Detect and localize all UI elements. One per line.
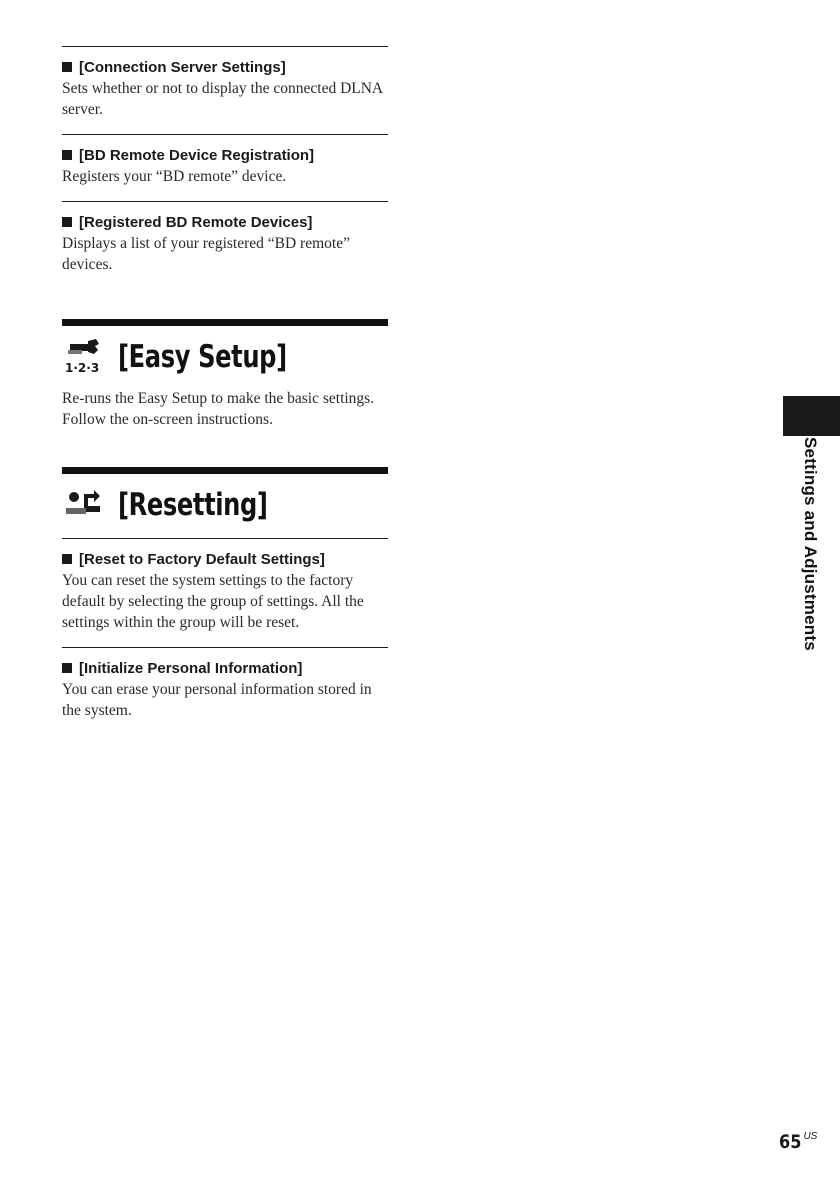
- item-heading: [62, 551, 388, 569]
- section-resetting: [62, 467, 388, 526]
- item-body: Sets whether or not to display the connected DLNA server.: [62, 80, 383, 118]
- item-reset-factory-default: [62, 538, 388, 633]
- square-bullet-icon: [62, 217, 72, 227]
- item-heading: [62, 660, 388, 678]
- section-body: Re-runs the Easy Setup to make the basic settings. Follow the on-screen instructions.: [62, 390, 375, 428]
- page-number-suffix: US: [803, 1131, 818, 1142]
- divider: [62, 46, 388, 47]
- item-heading: [62, 147, 388, 165]
- section-title-row: [62, 484, 388, 526]
- page-number-value: 65: [779, 1131, 802, 1153]
- section-bar: [62, 319, 388, 326]
- wrench-123-icon: [62, 336, 114, 378]
- item-body: Registers your “BD remote” device.: [62, 168, 287, 185]
- item-body: You can reset the system settings to the factory default by selecting the group of settings. All the settings within the group will be reset.: [62, 572, 364, 631]
- item-heading-text: [Reset to Factory Default Settings]: [79, 551, 325, 568]
- reset-icon: [62, 484, 114, 526]
- divider: [62, 201, 388, 202]
- item-body: You can erase your personal information stored in the system.: [62, 681, 372, 719]
- square-bullet-icon: [62, 62, 72, 72]
- section-title: [Resetting]: [118, 487, 268, 523]
- divider: [62, 647, 388, 648]
- item-bd-remote-device-registration: [62, 134, 388, 187]
- chapter-tab: [783, 396, 840, 436]
- item-body: Displays a list of your registered “BD remote” devices.: [62, 235, 350, 273]
- item-heading-text: [Connection Server Settings]: [79, 59, 286, 76]
- divider: [62, 134, 388, 135]
- item-initialize-personal-information: [62, 647, 388, 721]
- square-bullet-icon: [62, 554, 72, 564]
- section-title-row: [62, 336, 388, 378]
- chapter-tab-label: Settings and Adjustments: [801, 437, 820, 651]
- item-registered-bd-remote-devices: [62, 201, 388, 275]
- square-bullet-icon: [62, 150, 72, 160]
- item-heading-text: [Initialize Personal Information]: [79, 660, 303, 677]
- divider: [62, 538, 388, 539]
- item-heading-text: [Registered BD Remote Devices]: [79, 214, 313, 231]
- square-bullet-icon: [62, 663, 72, 673]
- section-easy-setup: [62, 319, 388, 430]
- item-heading-text: [BD Remote Device Registration]: [79, 147, 315, 164]
- item-heading: [62, 59, 388, 77]
- item-connection-server-settings: [62, 46, 388, 120]
- item-heading: [62, 214, 388, 232]
- section-title: [Easy Setup]: [118, 339, 287, 375]
- page-number: [779, 1131, 817, 1153]
- easy-setup-icon-label: 1·2·3: [65, 361, 100, 375]
- section-bar: [62, 467, 388, 474]
